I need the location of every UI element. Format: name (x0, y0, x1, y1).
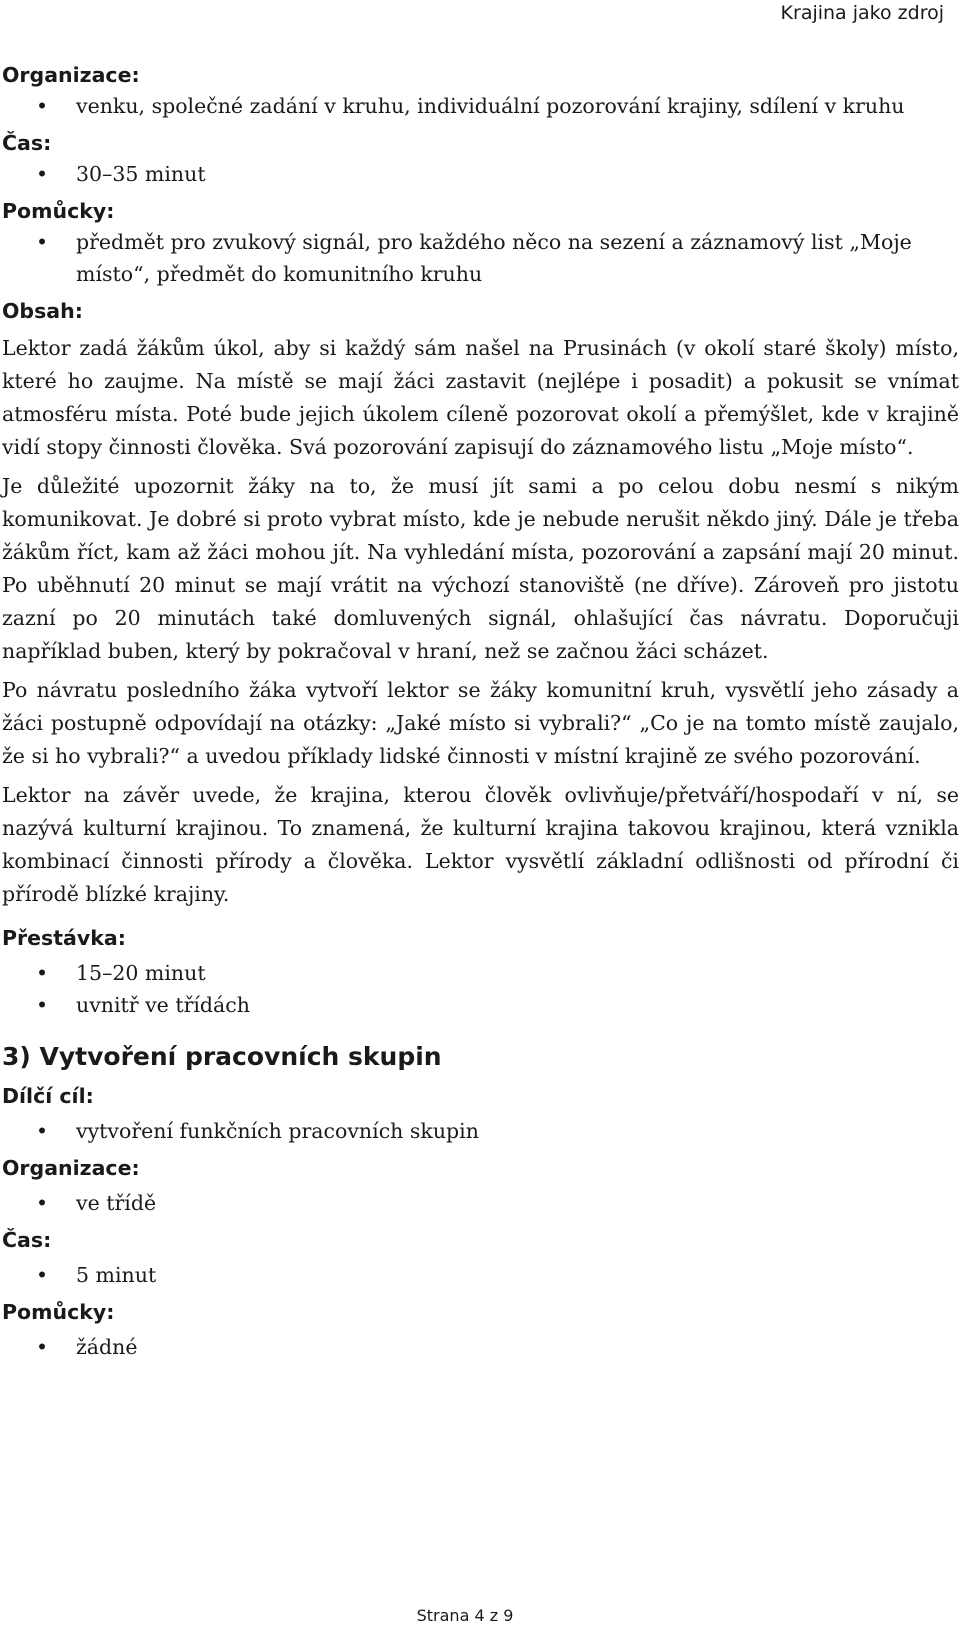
bullet-icon: • (36, 993, 49, 1017)
page-content (2, 60, 959, 1363)
list-item (2, 158, 959, 190)
list-item-text: žádné (76, 1335, 138, 1359)
pomucky-label: Pomůcky: (2, 199, 115, 223)
bullet-icon: • (36, 1119, 49, 1143)
prestavka-list (2, 957, 959, 1021)
list-item (2, 90, 959, 122)
pomucky-list (2, 1331, 959, 1363)
cas-list (2, 158, 959, 190)
list-item (2, 1259, 959, 1291)
list-item-text: vytvoření funkčních pracovních skupin (76, 1119, 479, 1143)
list-item (2, 1115, 959, 1147)
bullet-icon: • (36, 230, 49, 254)
organizace-label: Organizace: (2, 1156, 140, 1180)
list-item (2, 989, 959, 1021)
organizace-list (2, 90, 959, 122)
list-item-text: uvnitř ve třídách (76, 993, 250, 1017)
running-header: Krajina jako zdroj (780, 2, 944, 24)
organizace-list (2, 1187, 959, 1219)
bullet-icon: • (36, 1335, 49, 1359)
obsah-paragraph-2: Je důležité upozornit žáky na to, že musí jít sami a po celou dobu nesmí s nikým komunikovat. Je dobré si proto vybrat místo, kde je nebude nerušit někdo jiný. Dále je třeba žákům říct, kam až žáci mohou jít. Na vyhledání místa, pozorování a zapsání mají 20 minut. Po uběhnutí 20 minut se mají vrátit na výchozí stanoviště (ne dříve). Zároveň pro jistotu zazní po 20 minutách také domluvených signál, ohlašující čas návratu. Doporučuji například buben, který by pokračoval v hraní, než se začnou žáci scházet. (2, 474, 959, 663)
list-item (2, 1187, 959, 1219)
list-item-text: ve třídě (76, 1191, 157, 1215)
cas-label: Čas: (2, 1228, 52, 1252)
section-heading: 3) Vytvoření pracovních skupin (2, 1042, 442, 1071)
list-item-text: 30–35 minut (76, 162, 206, 186)
cas-label: Čas: (2, 131, 52, 155)
bullet-icon: • (36, 961, 49, 985)
bullet-icon: • (36, 1263, 49, 1287)
bullet-icon: • (36, 1191, 49, 1215)
dilci-cil-list (2, 1115, 959, 1147)
dilci-cil-label: Dílčí cíl: (2, 1084, 94, 1108)
list-item-text: 5 minut (76, 1263, 157, 1287)
obsah-label: Obsah: (2, 299, 83, 323)
list-item-text: venku, společné zadání v kruhu, individuální pozorování krajiny, sdílení v kruhu (76, 94, 905, 118)
obsah-paragraph-4: Lektor na závěr uvede, že krajina, kterou člověk ovlivňuje/přetváří/hospodaří v ní, se nazývá kulturní krajinou. To znamená, že kulturní krajina takovou krajinou, která vznikla kombinací činnosti přírody a člověka. Lektor vysvětlí základní odlišnosti od přírodní či přírodě blízké krajiny. (2, 783, 959, 906)
bullet-icon: • (36, 162, 49, 186)
obsah-paragraph-1: Lektor zadá žákům úkol, aby si každý sám našel na Prusinách (v okolí staré školy) místo, které ho zaujme. Na místě se mají žáci zastavit (nejlépe i posadit) a pokusit se vnímat atmosféru místa. Poté bude jejich úkolem cíleně pozorovat okolí a přemýšlet, kde v krajině vidí stopy činnosti člověka. Svá pozorování zapisují do záznamového listu „Moje místo“. (2, 336, 959, 459)
prestavka-label: Přestávka: (2, 926, 126, 950)
list-item (2, 226, 959, 290)
pomucky-list (2, 226, 959, 290)
cas-list (2, 1259, 959, 1291)
list-item-text: 15–20 minut (76, 961, 206, 985)
page-number: Strana 4 z 9 (416, 1606, 514, 1625)
list-item (2, 957, 959, 989)
pomucky-label: Pomůcky: (2, 1300, 115, 1324)
list-item-text: předmět pro zvukový signál, pro každého něco na sezení a záznamový list „Moje místo“, předmět do komunitního kruhu (76, 230, 912, 286)
obsah-paragraph-3: Po návratu posledního žáka vytvoří lektor se žáky komunitní kruh, vysvětlí jeho zásady a žáci postupně odpovídají na otázky: „Jaké místo si vybrali?“ „Co je na tomto místě zaujalo, že si ho vybrali?“ a uvedou příklady lidské činnosti v místní krajině ze svého pozorování. (2, 678, 959, 768)
list-item (2, 1331, 959, 1363)
bullet-icon: • (36, 94, 49, 118)
organizace-label: Organizace: (2, 63, 140, 87)
